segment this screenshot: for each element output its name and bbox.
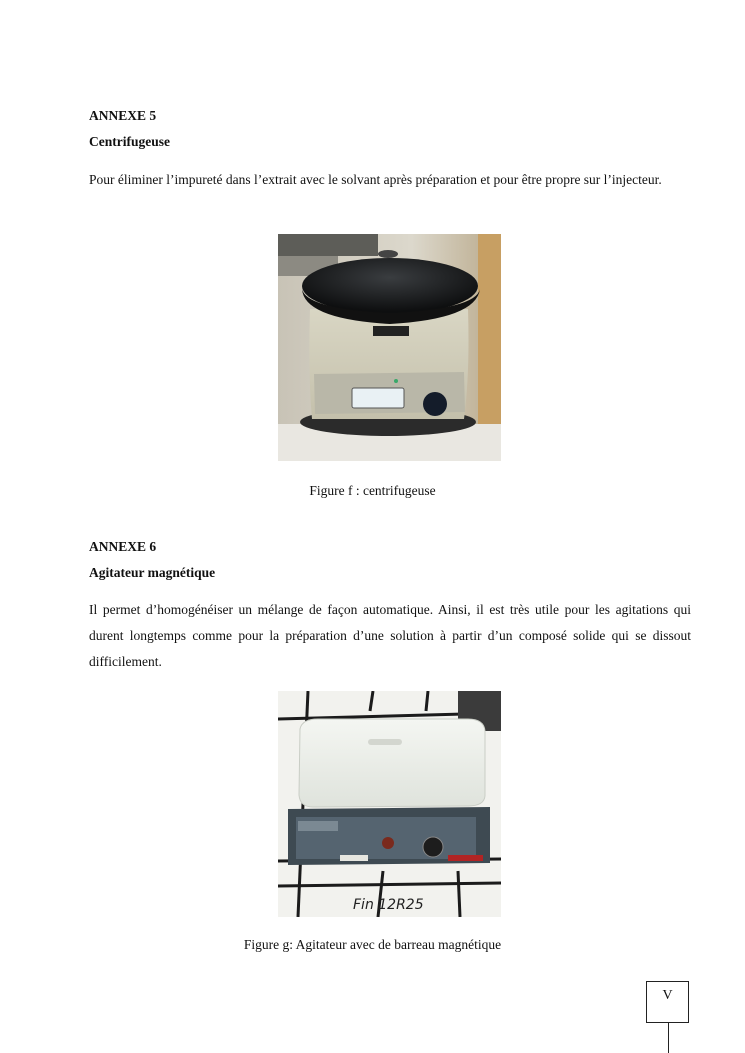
annex5-paragraph: Pour éliminer l’impureté dans l’extrait avec le solvant après préparation et pour être propre sur l’injecteur. (89, 172, 662, 187)
page-number-box (646, 981, 689, 1023)
centrifuge-photo (278, 234, 501, 461)
annex6-caption: Figure g: Agitateur avec de barreau magnétique (243, 937, 502, 952)
annex6-heading: ANNEXE 6 (89, 539, 157, 554)
handwritten-label: Fin 12R25 (353, 897, 424, 913)
annex5-subheading: Centrifugeuse (89, 134, 170, 149)
centrifuge-image (278, 234, 501, 461)
page-number: V (662, 988, 673, 1003)
page-number-line (668, 1023, 669, 1053)
annex6-subheading: Agitateur magnétique (89, 565, 216, 580)
annex5-caption: Figure f : centrifugeuse (309, 483, 436, 498)
stirrer-image (278, 691, 501, 917)
annex5-heading: ANNEXE 5 (89, 108, 157, 123)
annex6-paragraph: Il permet d’homogénéiser un mélange de façon automatique. Ainsi, il est très utile pour les agitations qui durent longtemps comme pour la préparation d’une solution à partir d’un composé solide qui se dissout difficilement. (89, 602, 691, 669)
magnetic-stirrer-photo (278, 691, 501, 917)
